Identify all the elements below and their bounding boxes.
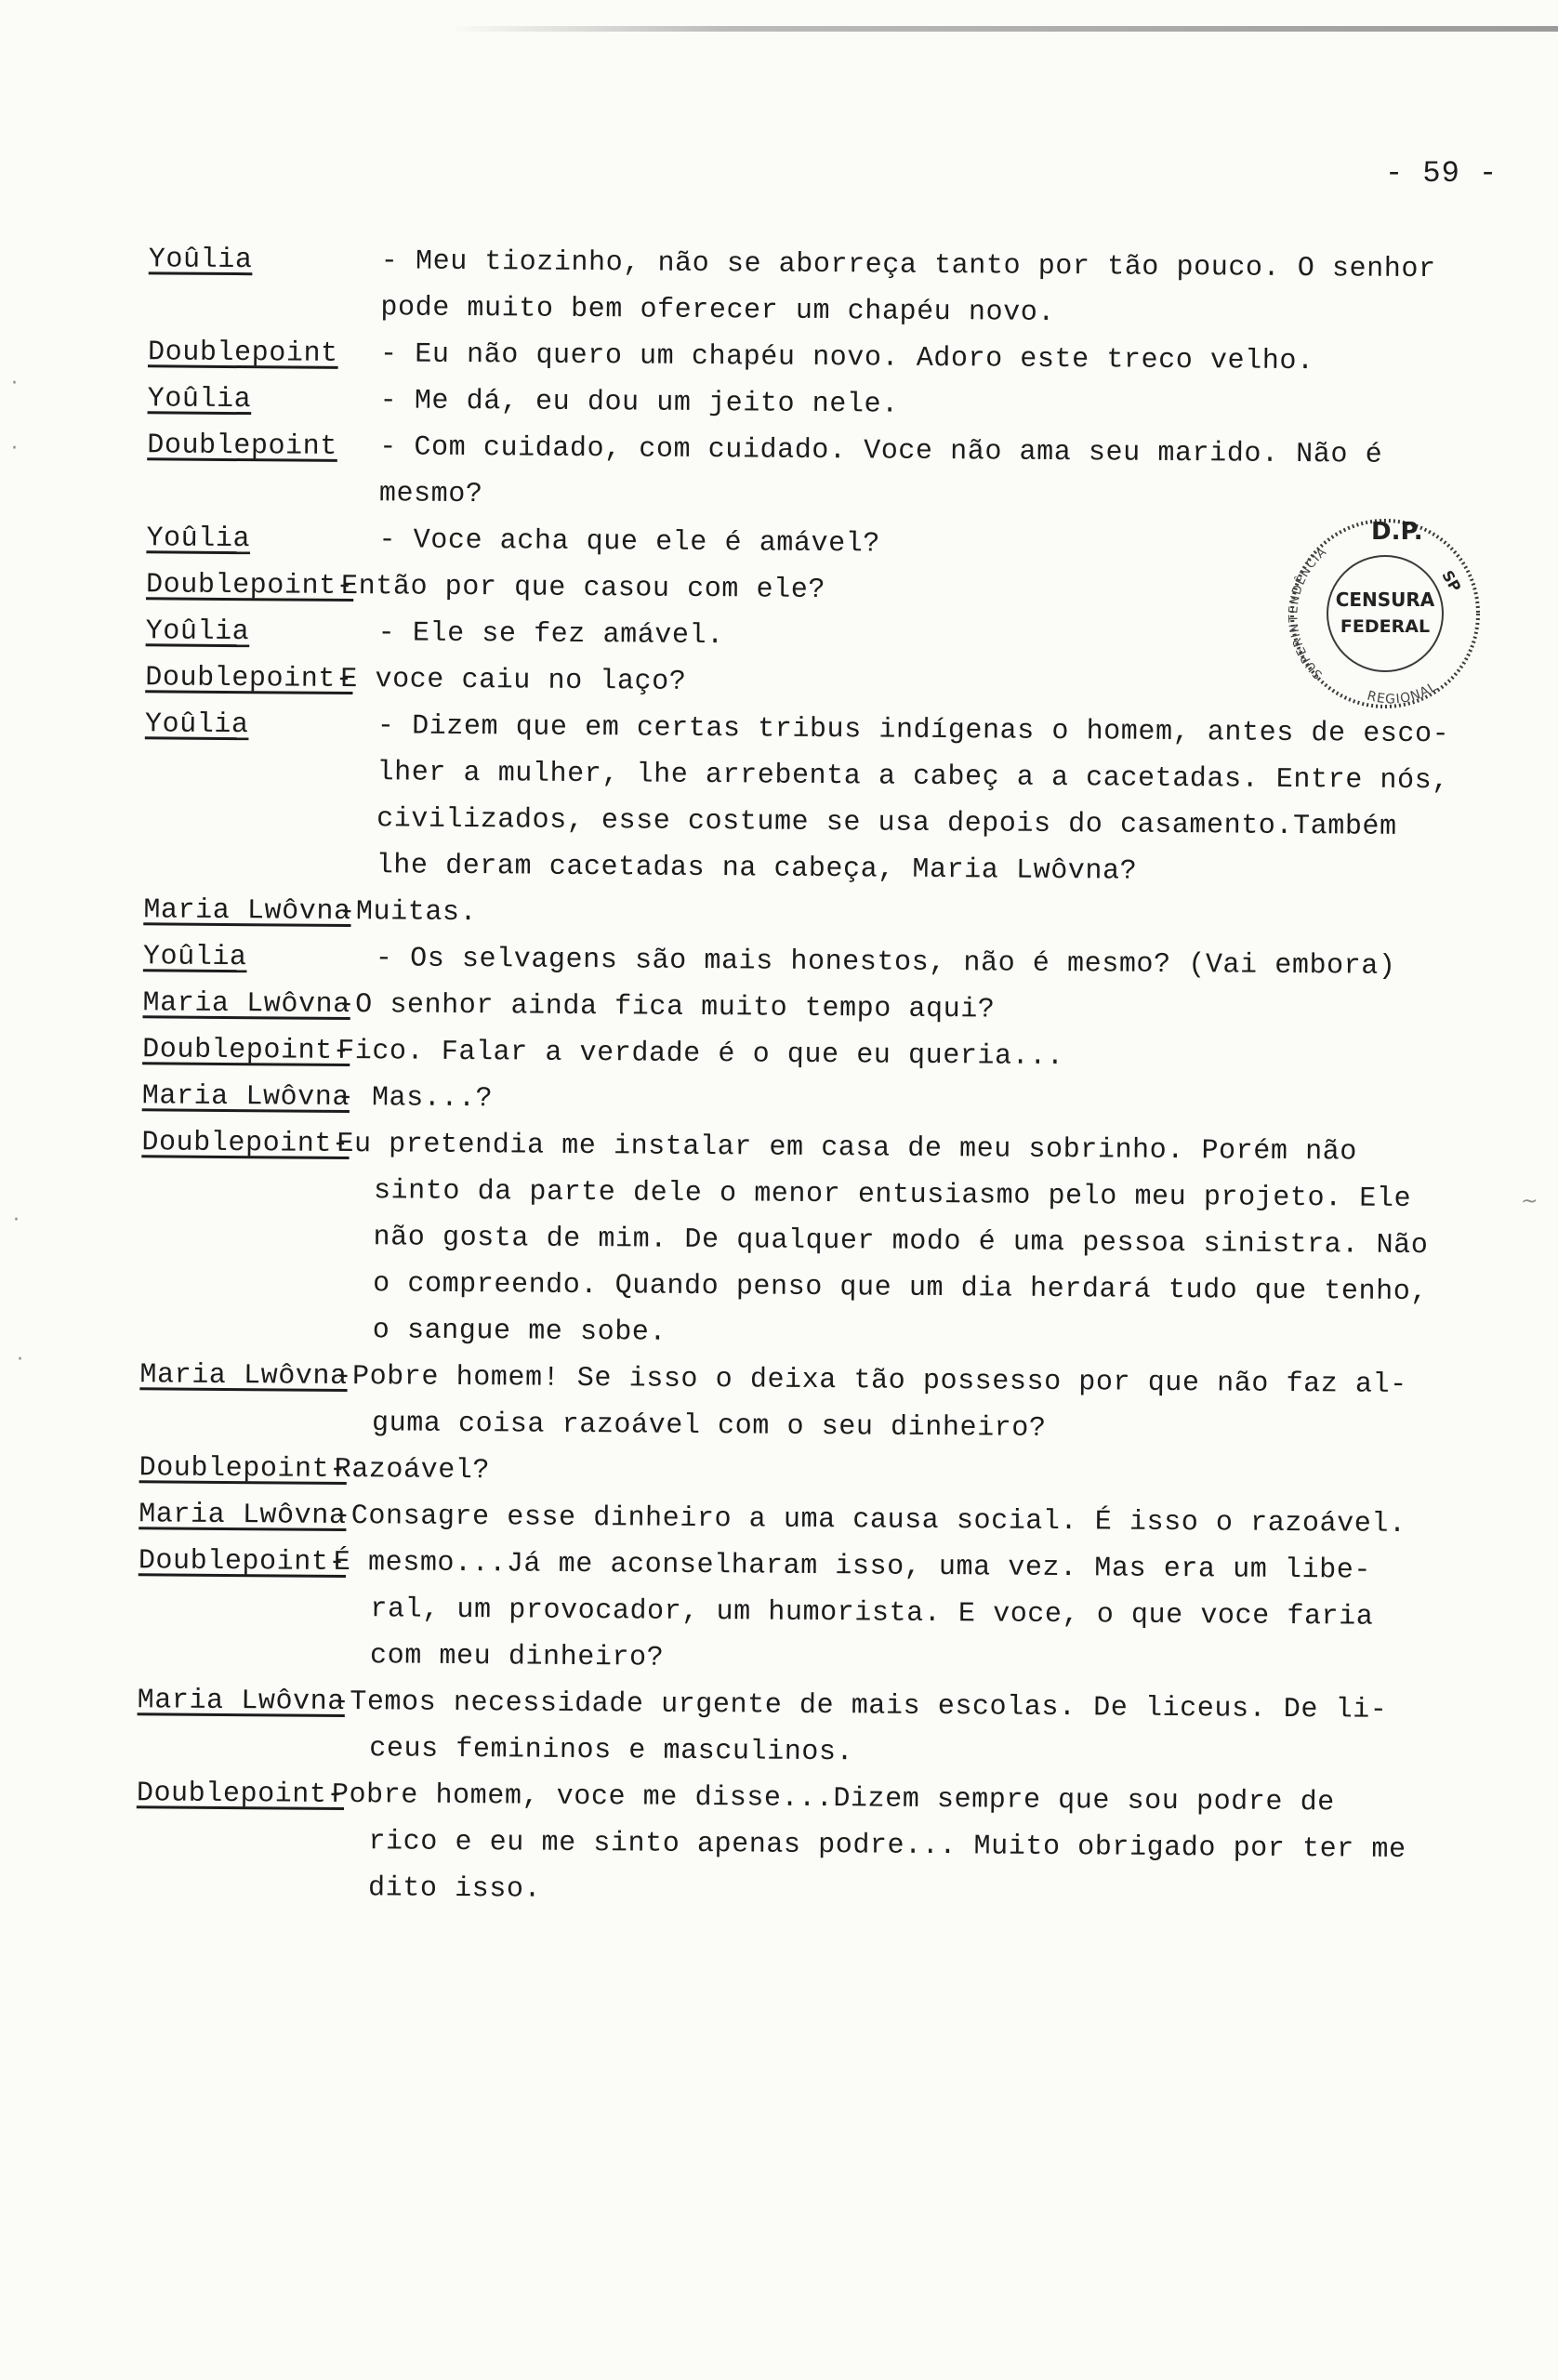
speaker-name: Maria Lwôvna [137,1685,346,1719]
dialogue-text: É mesmo...Já me aconselharam isso, uma vez. Mas era um libe- [333,1546,1372,1587]
margin-speck: · [11,437,18,460]
dialogue-text: -Muitas. [338,895,478,930]
speaker-name: Maria Lwôvna [142,987,350,1022]
dialogue-text: não gosta de mim. De qualquer modo é uma pessoa sinistra. Não [373,1222,1429,1263]
margin-speck: · [11,372,18,395]
dialogue-text: guma coisa razoável com o seu dinheiro? [371,1408,1047,1445]
stamp-ring-right: REGIONAL [1365,679,1441,707]
dialogue-text: Eu pretendia me instalar em casa de meu sobrinho. Porém não [337,1128,1358,1169]
stamp-top-text: D.P. [1371,518,1423,546]
dialogue-text: ceus femininos e masculinos. [369,1733,854,1769]
margin-speck: ~ [1521,1190,1538,1213]
speaker-name: Doublepoint- [138,1545,347,1580]
speaker-name: Yoûlia [144,708,249,742]
stamp-line-1: CENSURA [1335,588,1435,611]
speaker-name: Doublepoint- [141,1127,350,1161]
speaker-name: Doublepoint- [139,1452,348,1487]
dialogue-text: dito isso. [367,1872,542,1906]
dialogue-text: sinto da parte dele o menor entusiasmo pelo meu projeto. Ele [373,1175,1412,1216]
speaker-name: Maria Lwôvna [139,1359,348,1394]
censorship-stamp [1278,502,1492,716]
speaker-name: Yoûlia [146,522,251,556]
svg-text:SUPERINTENDÊNCIA [1287,545,1329,681]
stamp-state: SP [1438,567,1465,595]
dialogue-text: civilizados, esse costume se usa depois do casamento.Também [376,803,1397,843]
dialogue-text: -Pobre homem! Se isso o deixa tão possesso por que não faz al- [335,1360,1407,1401]
stamp-line-2: FEDERAL [1340,616,1431,637]
dialogue-text: - Dizem que em certas tribus indígenas o homem, antes de esco- [376,710,1450,751]
dialogue-text: lhe deram cacetadas na cabeça, Maria Lwôvna? [376,850,1138,888]
svg-text:REGIONAL [1366,680,1440,707]
dialogue-text: com meu dinheiro? [369,1640,665,1674]
speaker-name: Maria Lwôvna [143,894,351,929]
dialogue-text: rico e eu me sinto apenas podre... Muito obrigado por ter me [368,1826,1406,1866]
dialogue-text: - Eu não quero um chapéu novo. Adoro este treco velho. [379,338,1314,378]
margin-speck: · [17,1348,23,1371]
dialogue-text: lher a mulher, lhe arrebenta a cabeç a a cacetadas. Entre nós, [376,757,1450,798]
speaker-name: Doublepoint- [142,1034,350,1068]
speaker-name: Yoûlia [147,383,252,416]
stamp-ring-left: SUPERINTENDÊNCIA [1287,545,1330,681]
dialogue-text: - Me dá, eu dou um jeito nele. [379,385,899,421]
dialogue-text: -O senhor ainda fica muito tempo aqui? [337,988,996,1026]
speaker-name: Doublepoint- [145,662,353,696]
dialogue-text: Então por que casou com ele? [340,570,826,607]
dialogue-text: Pobre homem, voce me disse...Dizem sempre que sou podre de [331,1778,1335,1819]
speaker-name: Yoûlia [148,244,253,277]
script-body [99,244,1497,1928]
dialogue-text: mesmo? [378,478,483,511]
dialogue-text: - Mas...? [337,1081,494,1116]
dialogue-text: - Voce acha que ele é amável? [378,524,881,561]
dialogue-text: - Ele se fez amável. [377,617,724,653]
speaker-name: Doublepoint [147,337,338,370]
dialogue-text: pode muito bem oferecer um chapéu novo. [380,292,1056,329]
speaker-name: Maria Lwôvna [139,1499,347,1533]
dialogue-text: ral, um provocador, um humorista. E voce, o que voce faria [370,1593,1374,1633]
dialogue-text: o sangue me sobe. [372,1315,667,1349]
dialogue-text: - Os selvagens são mais honestos, não é mesmo? (Vai embora) [375,943,1396,983]
speaker-name: Yoûlia [142,941,247,974]
speaker-name: Doublepoint- [145,569,354,603]
speaker-name: Maria Lwôvna [141,1080,350,1115]
margin-speck: · [13,1209,20,1232]
page-number: - 59 - [1385,156,1499,191]
dialogue-text: - Meu tiozinho, não se aborreça tanto por tão pouco. O senhor [380,245,1436,286]
dialogue-text: Fico. Falar a verdade é o que eu queria... [337,1035,1064,1074]
dialogue-text: o compreendo. Quando penso que um dia herdará tudo que tenho, [373,1268,1429,1309]
dialogue-text: -Consagre esse dinheiro a uma causa social. É isso o razoável. [334,1500,1406,1540]
speaker-name: Doublepoint [147,430,338,463]
scan-edge [446,26,1558,32]
dialogue-text: E voce caiu no laço? [340,663,687,698]
script-line [99,1871,1484,1928]
speaker-name: Yoûlia [145,615,250,649]
dialogue-text: - Com cuidado, com cuidado. Voce não ama seu marido. Não é [379,431,1383,471]
dialogue-text: Razoável? [334,1453,491,1488]
speaker-name: Doublepoint- [136,1778,345,1812]
dialogue-text: -Temos necessidade urgente de mais escolas. De liceus. De li- [332,1686,1388,1726]
